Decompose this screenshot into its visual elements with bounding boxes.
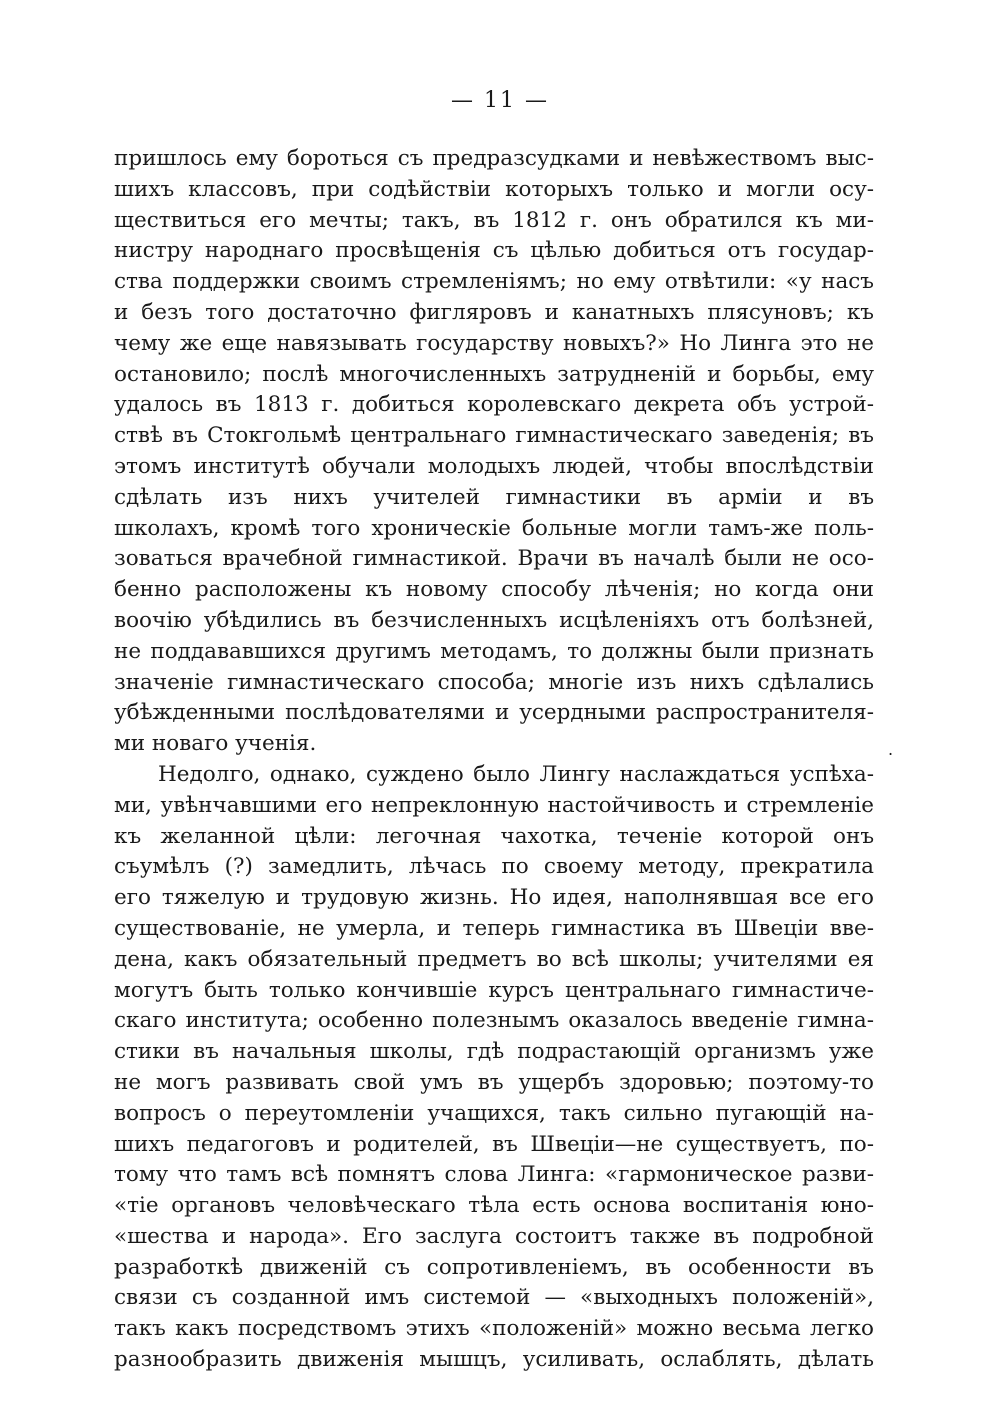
text-line: Недолго, однако, суждено было Лингу наслаждаться успѣха- — [158, 761, 874, 787]
text-line: шихъ педагоговъ и родителей, въ Швеціи—не существуетъ, по- — [114, 1131, 874, 1157]
text-line: ствѣ въ Стокгольмѣ центральнаго гимнастическаго заведенія; въ — [114, 423, 874, 449]
text-line: связи съ созданной имъ системой — «выходныхъ положеній», — [114, 1285, 874, 1311]
text-line: сдѣлать изъ нихъ учителей гимнастики въ арміи и въ — [114, 484, 874, 510]
text-line: школахъ, кромѣ того хроническіе больные могли тамъ-же поль- — [114, 515, 874, 541]
text-line: остановило; послѣ многочисленныхъ затрудненій и борьбы, ему — [114, 361, 874, 387]
text-line: ства поддержки своимъ стремленіямъ; но ему отвѣтили: «у насъ — [114, 269, 874, 295]
text-line: вопросъ о переутомленіи учащихся, такъ сильно пугающій на- — [114, 1100, 874, 1126]
text-line: удалось въ 1813 г. добиться королевскаго декрета объ устрой- — [114, 392, 874, 418]
text-line: бенно расположены къ новому способу лѣченія; но когда они — [114, 577, 874, 603]
text-line: дена, какъ обязательный предметъ во всѣ школы; учителями ея — [114, 946, 874, 972]
text-line: воочію убѣдились въ безчисленныхъ исцѣленіяхъ отъ болѣзней, — [114, 607, 874, 633]
text-line: скаго института; особенно полезнымъ оказалось введеніе гимна- — [114, 1008, 874, 1034]
text-line: нистру народнаго просвѣщенія съ цѣлью добиться отъ государ- — [114, 238, 874, 264]
text-line: ществиться его мечты; такъ, въ 1812 г. онъ обратился къ ми- — [114, 207, 874, 233]
text-line: тому что тамъ всѣ помнятъ слова Линга: «гармоническое разви- — [114, 1162, 874, 1188]
text-line: разработкѣ движеній съ сопротивленіемъ, въ особенности въ — [114, 1254, 874, 1280]
text-line: ми новаго ученія. — [114, 731, 317, 757]
text-line: могутъ быть только кончившіе курсъ центральнаго гимнастиче- — [114, 977, 874, 1003]
text-line: съумѣлъ (?) замедлить, лѣчась по своему методу, прекратила — [114, 854, 874, 880]
stray-ink-mark: . — [888, 740, 894, 759]
paragraph-2 — [114, 760, 874, 1376]
text-line: убѣжденными послѣдователями и усердными распространителя- — [114, 700, 874, 726]
text-line: «шества и народа». Его заслуга состоитъ также въ подробной — [114, 1223, 874, 1249]
page-number: — 11 — — [451, 88, 549, 113]
text-line: его тяжелую и трудовую жизнь. Но идея, наполнявшая все его — [114, 885, 874, 911]
text-line: къ желанной цѣли: легочная чахотка, теченіе которой онъ — [114, 823, 874, 849]
text-line: чему же еще навязывать государству новыхъ?» Но Линга это не — [114, 330, 874, 356]
text-line: шихъ классовъ, при содѣйствіи которыхъ только и могли осу- — [114, 176, 874, 202]
text-line: не поддававшихся другимъ методамъ, то должны были признать — [114, 638, 874, 664]
text-line: стики въ начальныя школы, гдѣ подрастающій организмъ уже — [114, 1039, 874, 1065]
text-line: существованіе, не умерла, и теперь гимнастика въ Швеціи вве- — [114, 915, 874, 941]
text-line: и безъ того достаточно фигляровъ и канатныхъ плясуновъ; къ — [114, 299, 874, 325]
text-line: ми, увѣнчавшими его непреклонную настойчивость и стремленіе — [114, 792, 874, 818]
text-block — [114, 144, 874, 1376]
text-line: зоваться врачебной гимнастикой. Врачи въ началѣ были не осо- — [114, 546, 874, 572]
text-line: пришлось ему бороться съ предразсудками и невѣжествомъ выс- — [114, 146, 874, 171]
text-line: такъ какъ посредствомъ этихъ «положеній» можно весьма легко — [114, 1316, 874, 1342]
text-line: не могъ развивать свой умъ въ ущербъ здоровью; поэтому-то — [114, 1069, 874, 1095]
text-line: «тіе органовъ человѣческаго тѣла есть основа воспитанія юно- — [114, 1193, 874, 1219]
text-line: разнообразить движенія мышцъ, усиливать, ослаблять, дѣлать — [114, 1347, 874, 1373]
paragraph-1 — [114, 144, 874, 760]
text-line: этомъ институтѣ обучали молодыхъ людей, чтобы впослѣдствіи — [114, 453, 874, 479]
text-line: значеніе гимнастическаго способа; многіе изъ нихъ сдѣлались — [114, 669, 874, 695]
